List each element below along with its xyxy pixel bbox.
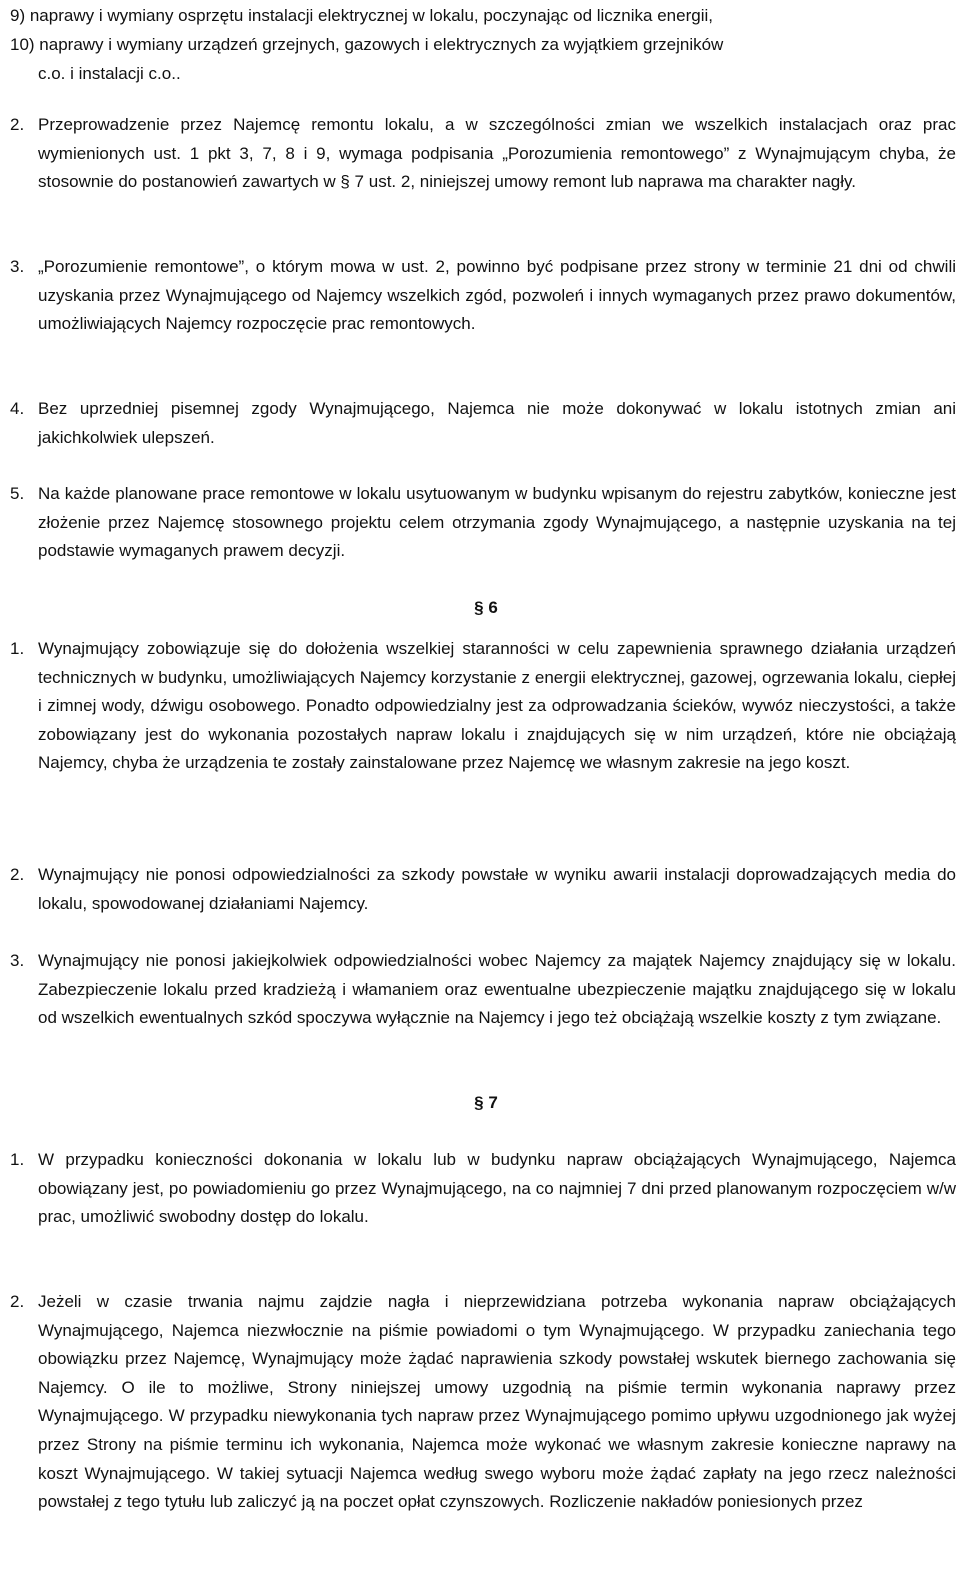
paragraph-text: Wynajmujący nie ponosi jakiejkolwiek odpowiedzialności wobec Najemcy za majątek Najemcy znajdujący się w lokalu. Zabezpieczenie lokalu przed kradzieżą i włamaniem oraz ewentualne ubezpieczenie majątku znajdującego się w lokalu od wszelkich ewentualnych szkód spoczywa wyłącznie na Najemcy i jego też obciążają wszelkie koszty z tym związane. xyxy=(38,951,956,1028)
paragraph-s7-1 xyxy=(10,1146,956,1232)
list-item-10: 10) naprawy i wymiany urządzeń grzejnych, gazowych i elektrycznych za wyjątkiem grzejników xyxy=(10,35,724,54)
paragraph-s5-2 xyxy=(10,111,956,197)
list-item-9: 9) naprawy i wymiany osprzętu instalacji elektrycznej w lokalu, poczynając od licznika energii, xyxy=(10,6,713,25)
paragraph-text: Jeżeli w czasie trwania najmu zajdzie nagła i nieprzewidziana potrzeba wykonania napraw obciążających Wynajmującego, Najemca niezwłocznie na piśmie powiadomi o tym Wynajmującego. W przypadku zaniechania tego obowiązku przez Najemcę, Wynajmujący może żądać naprawienia szkody powstałej wskutek biernego zachowania się Najemcy. O ile to możliwe, Strony niniejszej umowy uzgodnią na piśmie termin wykonania naprawy przez Wynajmującego. W przypadku niewykonania tych napraw przez Wynajmującego pomimo upływu uzgodnionego jak wyżej przez Strony na piśmie terminu ich wykonania, Najemca może wykonać we własnym zakresie konieczne naprawy na koszt Wynajmującego. W takiej sytuacji Najemca według swego wyboru może żądać zapłaty na jego rzecz należności powstałej z tego tytułu lub zaliczyć ją na poczet opłat czynszowych. Rozliczenie nakładów poniesionych przez xyxy=(38,1292,956,1512)
list-item-10-continuation: c.o. i instalacji c.o.. xyxy=(38,64,181,83)
paragraph-s7-2 xyxy=(10,1288,956,1517)
paragraph-s5-5 xyxy=(10,480,956,566)
paragraph-s5-4 xyxy=(10,395,956,452)
paragraph-number: 3. xyxy=(10,951,25,970)
paragraph-text: Na każde planowane prace remontowe w lokalu usytuowanym w budynku wpisanym do rejestru zabytków, konieczne jest złożenie przez Najemcę stosownego projektu celem otrzymania zgody Wynajmującego, a następnie uzyskania na tej podstawie wymaganych prawem decyzji. xyxy=(38,484,956,561)
paragraph-number: 3. xyxy=(10,257,25,276)
paragraph-text: Bez uprzedniej pisemnej zgody Wynajmującego, Najemca nie może dokonywać w lokalu istotnych zmian ani jakichkolwiek ulepszeń. xyxy=(38,399,956,447)
paragraph-number: 1. xyxy=(10,1150,25,1169)
paragraph-text: „Porozumienie remontowe”, o którym mowa w ust. 2, powinno być podpisane przez strony w terminie 21 dni od chwili uzyskania przez Wynajmującego od Najemcy wszelkich zgód, pozwoleń i innych wymaganych przez prawo dokumentów, umożliwiających Najemcy rozpoczęcie prac remontowych. xyxy=(38,257,956,334)
paragraph-number: 2. xyxy=(10,865,25,884)
paragraph-s6-3 xyxy=(10,947,956,1033)
paragraph-number: 4. xyxy=(10,399,25,418)
paragraph-text: Wynajmujący nie ponosi odpowiedzialności za szkody powstałe w wyniku awarii instalacji doprowadzających media do lokalu, spowodowanej działaniami Najemcy. xyxy=(38,865,956,913)
paragraph-s5-3 xyxy=(10,253,956,339)
paragraph-number: 5. xyxy=(10,484,25,503)
paragraph-text: W przypadku konieczności dokonania w lokalu lub w budynku napraw obciążających Wynajmującego, Najemca obowiązany jest, po powiadomieniu go przez Wynajmującego, na co najmniej 7 dni przed planowanym rozpoczęciem w/w prac, umożliwić swobodny dostęp do lokalu. xyxy=(38,1150,956,1227)
section-heading-7: § 7 xyxy=(474,1093,498,1112)
paragraph-text: Wynajmujący zobowiązuje się do dołożenia wszelkiej staranności w celu zapewnienia sprawnego działania urządzeń technicznych w budynku, umożliwiających Najemcy korzystanie z energii elektrycznej, gazowej, ogrzewania lokalu, ciepłej i zimnej wody, dźwigu osobowego. Ponadto odpowiedzialny jest za odprowadzania ścieków, wywóz nieczystości, a także zobowiązany jest do wykonania pozostałych napraw lokalu i znajdujących się w nim urządzeń, które nie obciążają Najemcy, chyba że urządzenia te zostały zainstalowane przez Najemcę we własnym zakresie na jego koszt. xyxy=(38,639,956,773)
paragraph-s6-1 xyxy=(10,635,956,778)
paragraph-number: 1. xyxy=(10,639,25,658)
paragraph-number: 2. xyxy=(10,1292,25,1311)
paragraph-text: Przeprowadzenie przez Najemcę remontu lokalu, a w szczególności zmian we wszelkich instalacjach oraz prac wymienionych ust. 1 pkt 3, 7, 8 i 9, wymaga podpisania „Porozumienia remontowego” z Wynajmującym chyba, że stosownie do postanowień zawartych w § 7 ust. 2, niniejszej umowy remont lub naprawa ma charakter nagły. xyxy=(38,115,956,192)
section-heading-6: § 6 xyxy=(474,598,498,617)
paragraph-number: 2. xyxy=(10,115,25,134)
paragraph-s6-2 xyxy=(10,861,956,918)
